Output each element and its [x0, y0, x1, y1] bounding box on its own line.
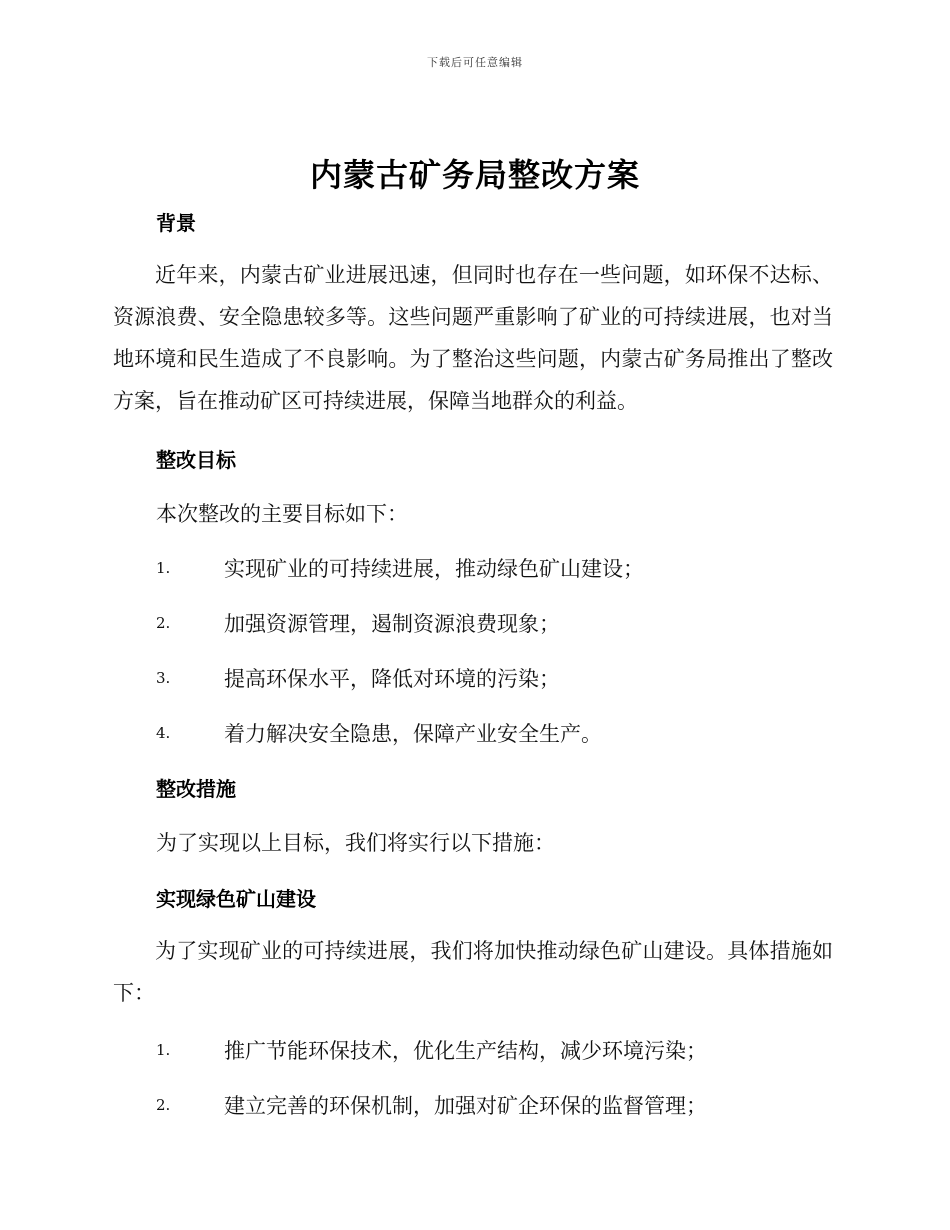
list-number: 2. — [156, 614, 171, 632]
list-text: 推广节能环保技术，优化生产结构，减少环境污染； — [224, 1039, 707, 1063]
section-heading-background: 背景 — [156, 211, 196, 235]
list-number: 2. — [156, 1096, 171, 1114]
list-number: 3. — [156, 669, 171, 687]
measures-intro: 为了实现以上目标，我们将实行以下措施： — [156, 831, 555, 855]
list-number: 4. — [156, 724, 171, 742]
page-header-note: 下载后可任意编辑 — [427, 56, 523, 69]
list-text: 着力解决安全隐患，保障产业安全生产。 — [224, 722, 602, 746]
section-heading-measures: 整改措施 — [156, 777, 236, 801]
document-title: 内蒙古矿务局整改方案 — [309, 156, 640, 194]
goals-intro: 本次整改的主要目标如下： — [156, 502, 408, 526]
list-text: 实现矿业的可持续进展，推动绿色矿山建设； — [224, 557, 644, 581]
background-paragraph: 近年来，内蒙古矿业进展迅速，但同时也存在一些问题，如环保不达标、资源浪费、安全隐患较多等。这些问题严重影响了矿业的可持续进展，也对当地环境和民生造成了不良影响。为了整治这些问题，内蒙古矿务局推出了整改方案，旨在推动矿区可持续进展，保障当地群众的利益。 — [113, 263, 833, 413]
section-heading-green-mining: 实现绿色矿山建设 — [156, 887, 316, 911]
list-number: 1. — [156, 1041, 171, 1059]
list-text: 提高环保水平，降低对环境的污染； — [224, 667, 560, 691]
green-mining-paragraph: 为了实现矿业的可持续进展，我们将加快推动绿色矿山建设。具体措施如下： — [113, 939, 833, 1005]
section-heading-goals: 整改目标 — [156, 448, 236, 472]
list-text: 加强资源管理，遏制资源浪费现象； — [224, 612, 560, 636]
list-number: 1. — [156, 559, 171, 577]
list-text: 建立完善的环保机制，加强对矿企环保的监督管理； — [224, 1094, 707, 1118]
